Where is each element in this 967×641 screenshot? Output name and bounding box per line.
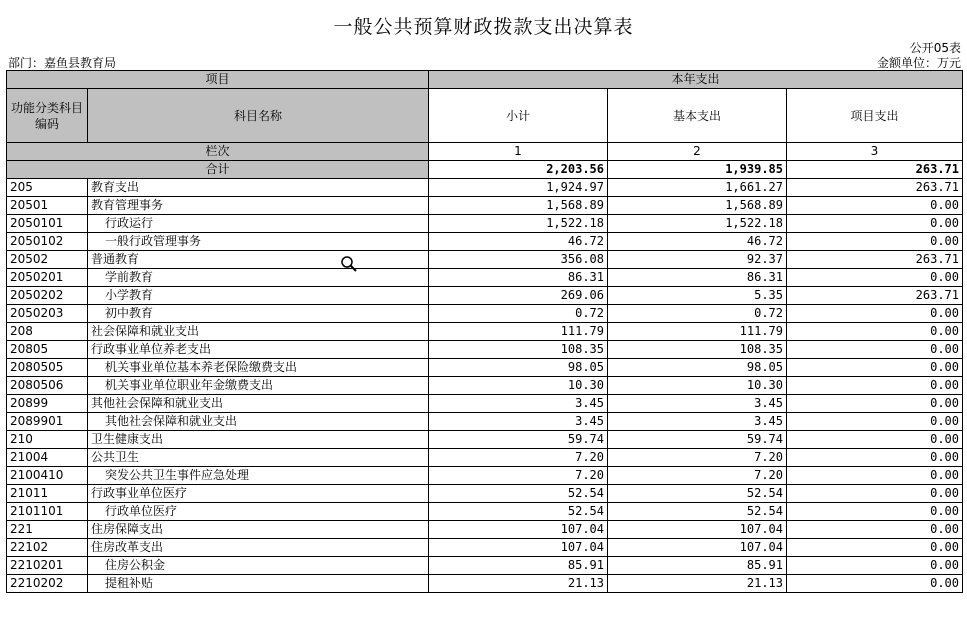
row-name: 教育支出 [88, 179, 429, 197]
row-project: 0.00 [787, 539, 963, 557]
row-project: 0.00 [787, 359, 963, 377]
row-subtotal: 10.30 [429, 377, 608, 395]
row-subtotal: 52.54 [429, 485, 608, 503]
row-code: 2050203 [7, 305, 88, 323]
row-name: 卫生健康支出 [88, 431, 429, 449]
header-row-1 [7, 71, 963, 89]
row-basic: 10.30 [608, 377, 787, 395]
row-code: 20805 [7, 341, 88, 359]
row-name: 社会保障和就业支出 [88, 323, 429, 341]
table-row [7, 359, 963, 377]
row-project: 263.71 [787, 287, 963, 305]
table-row [7, 575, 963, 593]
row-subtotal: 1,568.89 [429, 197, 608, 215]
table-row [7, 449, 963, 467]
header-project: 项目支出 [787, 89, 963, 143]
row-basic: 52.54 [608, 503, 787, 521]
row-name: 普通教育 [88, 251, 429, 269]
row-basic: 3.45 [608, 413, 787, 431]
row-code: 2100410 [7, 467, 88, 485]
row-code: 2050201 [7, 269, 88, 287]
row-basic: 111.79 [608, 323, 787, 341]
table-row [7, 395, 963, 413]
row-code: 208 [7, 323, 88, 341]
table-row [7, 269, 963, 287]
row-name: 突发公共卫生事件应急处理 [88, 467, 429, 485]
row-subtotal: 3.45 [429, 395, 608, 413]
row-project: 0.00 [787, 575, 963, 593]
row-basic: 1,568.89 [608, 197, 787, 215]
table-row [7, 233, 963, 251]
row-code: 2210202 [7, 575, 88, 593]
row-basic: 98.05 [608, 359, 787, 377]
row-code: 22102 [7, 539, 88, 557]
row-code: 221 [7, 521, 88, 539]
magnifier-icon [340, 255, 358, 273]
row-code: 2089901 [7, 413, 88, 431]
header-row-2 [7, 89, 963, 143]
row-subtotal: 0.72 [429, 305, 608, 323]
row-code: 2210201 [7, 557, 88, 575]
total-row [7, 161, 963, 179]
row-subtotal: 86.31 [429, 269, 608, 287]
row-subtotal: 46.72 [429, 233, 608, 251]
row-project: 0.00 [787, 557, 963, 575]
row-code: 2050202 [7, 287, 88, 305]
row-project: 0.00 [787, 341, 963, 359]
row-code: 20501 [7, 197, 88, 215]
table-row [7, 197, 963, 215]
header-name: 科目名称 [88, 89, 429, 143]
row-subtotal: 269.06 [429, 287, 608, 305]
row-name: 提租补贴 [88, 575, 429, 593]
row-project: 0.00 [787, 503, 963, 521]
row-name: 住房改革支出 [88, 539, 429, 557]
table-row [7, 251, 963, 269]
table-row [7, 305, 963, 323]
row-subtotal: 59.74 [429, 431, 608, 449]
row-name: 其他社会保障和就业支出 [88, 413, 429, 431]
table-row [7, 431, 963, 449]
row-basic: 21.13 [608, 575, 787, 593]
row-name: 学前教育 [88, 269, 429, 287]
table-row [7, 557, 963, 575]
row-subtotal: 107.04 [429, 539, 608, 557]
row-basic: 107.04 [608, 539, 787, 557]
row-name: 教育管理事务 [88, 197, 429, 215]
row-subtotal: 111.79 [429, 323, 608, 341]
row-project: 0.00 [787, 269, 963, 287]
column-index-2: 2 [608, 143, 787, 161]
row-project: 0.00 [787, 449, 963, 467]
row-subtotal: 98.05 [429, 359, 608, 377]
row-name: 初中教育 [88, 305, 429, 323]
row-name: 其他社会保障和就业支出 [88, 395, 429, 413]
table-row [7, 215, 963, 233]
row-code: 2050102 [7, 233, 88, 251]
column-index-1: 1 [429, 143, 608, 161]
row-name: 行政运行 [88, 215, 429, 233]
form-number: 公开05表 [909, 41, 961, 55]
row-basic: 85.91 [608, 557, 787, 575]
table-row [7, 485, 963, 503]
row-project: 263.71 [787, 179, 963, 197]
row-project: 0.00 [787, 197, 963, 215]
report-title: 一般公共预算财政拨款支出决算表 [333, 16, 634, 38]
row-basic: 1,661.27 [608, 179, 787, 197]
row-name: 小学教育 [88, 287, 429, 305]
row-project: 0.00 [787, 485, 963, 503]
total-project: 263.71 [787, 161, 963, 179]
row-code: 21011 [7, 485, 88, 503]
row-subtotal: 7.20 [429, 449, 608, 467]
header-basic: 基本支出 [608, 89, 787, 143]
row-project: 0.00 [787, 467, 963, 485]
row-subtotal: 21.13 [429, 575, 608, 593]
header-code: 功能分类科目编码 [7, 89, 88, 143]
row-basic: 46.72 [608, 233, 787, 251]
row-basic: 52.54 [608, 485, 787, 503]
row-name: 公共卫生 [88, 449, 429, 467]
row-subtotal: 1,522.18 [429, 215, 608, 233]
row-code: 2080506 [7, 377, 88, 395]
row-code: 2101101 [7, 503, 88, 521]
row-code: 20502 [7, 251, 88, 269]
department-label: 部门：嘉鱼县教育局 [8, 56, 117, 70]
table-row [7, 521, 963, 539]
row-subtotal: 3.45 [429, 413, 608, 431]
row-project: 0.00 [787, 521, 963, 539]
row-basic: 7.20 [608, 449, 787, 467]
expenditure-table [6, 70, 963, 593]
row-project: 0.00 [787, 395, 963, 413]
row-name: 行政事业单位养老支出 [88, 341, 429, 359]
row-name: 机关事业单位基本养老保险缴费支出 [88, 359, 429, 377]
row-basic: 86.31 [608, 269, 787, 287]
row-subtotal: 356.08 [429, 251, 608, 269]
total-basic: 1,939.85 [608, 161, 787, 179]
row-project: 0.00 [787, 413, 963, 431]
row-subtotal: 52.54 [429, 503, 608, 521]
row-name: 行政单位医疗 [88, 503, 429, 521]
row-name: 机关事业单位职业年金缴费支出 [88, 377, 429, 395]
row-project: 0.00 [787, 323, 963, 341]
header-subtotal: 小计 [429, 89, 608, 143]
row-project: 0.00 [787, 233, 963, 251]
table-row [7, 179, 963, 197]
row-basic: 92.37 [608, 251, 787, 269]
row-project: 0.00 [787, 305, 963, 323]
row-name: 住房公积金 [88, 557, 429, 575]
header-item: 项目 [7, 71, 429, 89]
row-code: 20899 [7, 395, 88, 413]
row-subtotal: 108.35 [429, 341, 608, 359]
row-code: 21004 [7, 449, 88, 467]
row-basic: 107.04 [608, 521, 787, 539]
row-name: 一般行政管理事务 [88, 233, 429, 251]
row-code: 210 [7, 431, 88, 449]
row-project: 0.00 [787, 377, 963, 395]
row-subtotal: 7.20 [429, 467, 608, 485]
row-basic: 7.20 [608, 467, 787, 485]
row-subtotal: 1,924.97 [429, 179, 608, 197]
row-name: 住房保障支出 [88, 521, 429, 539]
table-row [7, 539, 963, 557]
row-project: 0.00 [787, 431, 963, 449]
row-project: 0.00 [787, 215, 963, 233]
total-subtotal: 2,203.56 [429, 161, 608, 179]
row-basic: 59.74 [608, 431, 787, 449]
row-subtotal: 85.91 [429, 557, 608, 575]
row-project: 263.71 [787, 251, 963, 269]
unit-label: 金额单位：万元 [876, 56, 961, 70]
header-current-year: 本年支出 [429, 71, 963, 89]
row-code: 2050101 [7, 215, 88, 233]
table-row [7, 413, 963, 431]
column-index-row [7, 143, 963, 161]
row-basic: 0.72 [608, 305, 787, 323]
row-code: 205 [7, 179, 88, 197]
table-row [7, 503, 963, 521]
row-basic: 1,522.18 [608, 215, 787, 233]
row-basic: 5.35 [608, 287, 787, 305]
table-row [7, 377, 963, 395]
column-index-label: 栏次 [7, 143, 429, 161]
row-name: 行政事业单位医疗 [88, 485, 429, 503]
row-basic: 108.35 [608, 341, 787, 359]
column-index-3: 3 [787, 143, 963, 161]
table-row [7, 323, 963, 341]
table-row [7, 467, 963, 485]
row-subtotal: 107.04 [429, 521, 608, 539]
row-code: 2080505 [7, 359, 88, 377]
row-basic: 3.45 [608, 395, 787, 413]
table-row [7, 341, 963, 359]
total-label: 合计 [7, 161, 429, 179]
table-row [7, 287, 963, 305]
